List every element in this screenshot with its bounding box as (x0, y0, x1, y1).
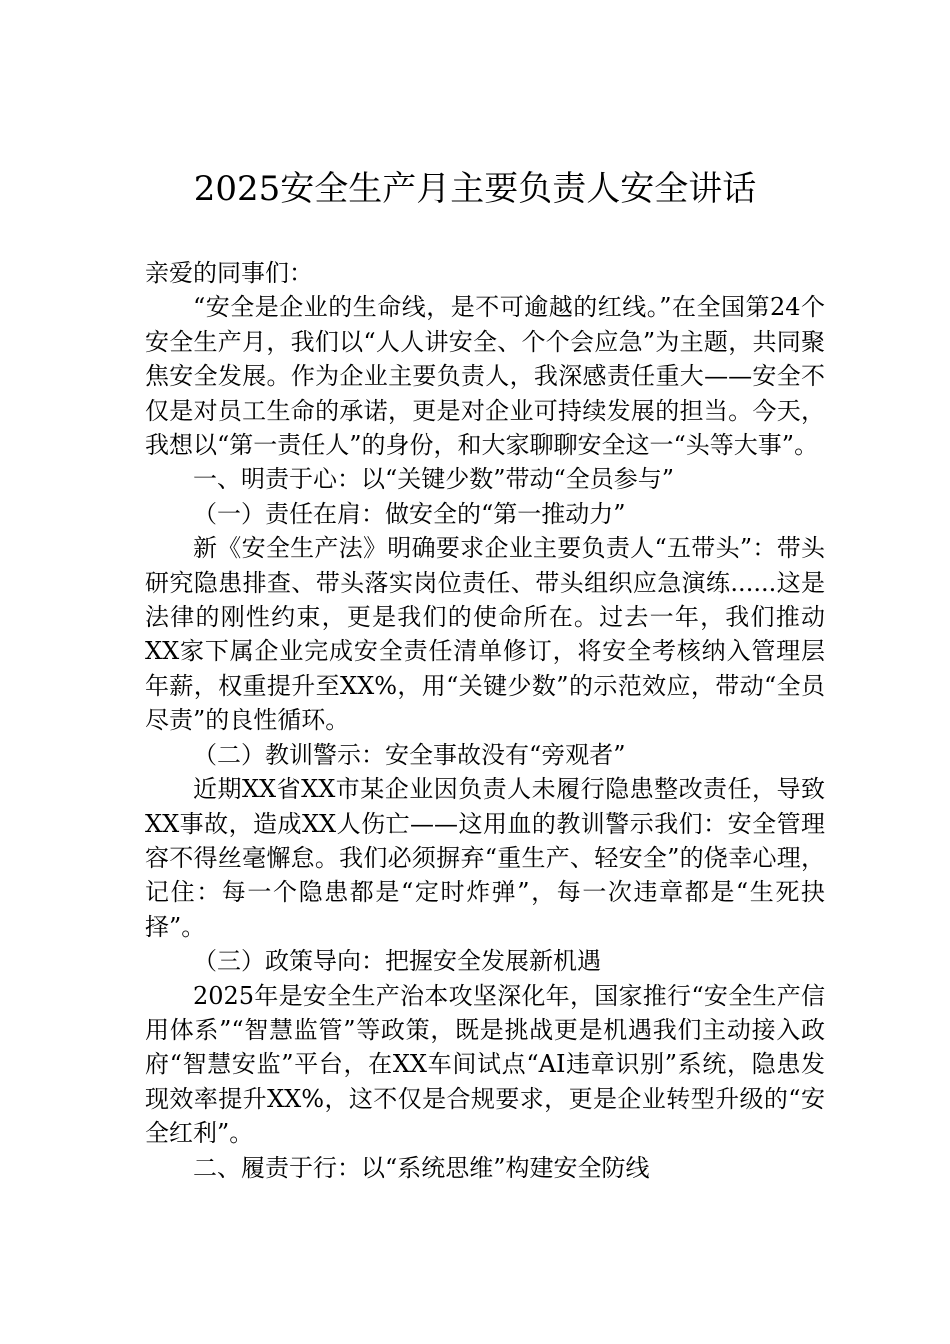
document-body (145, 256, 825, 1185)
intro-paragraph: “安全是企业的生命线，是不可逾越的红线。”在全国第24个安全生产月，我们以“人人讲安全、个个会应急”为主题，共同聚焦安全发展。作为企业主要负责人，我深感责任重大——安全不仅是对员工生命的承诺，更是对企业可持续发展的担当。今天，我想以“第一责任人”的身份，和大家聊聊安全这一“头等大事”。 (145, 293, 825, 460)
body-paragraph-2: 近期XX省XX市某企业因负责人未履行隐患整改责任，导致XX事故，造成XX人伤亡——这用血的教训警示我们：安全管理容不得丝毫懈怠。我们必须摒弃“重生产、轻安全”的侥幸心理，记住：每一个隐患都是“定时炸弹”，每一次违章都是“生死抉择”。 (145, 775, 825, 941)
subsection-heading-2: （二）教训警示：安全事故没有“旁观者” (193, 740, 626, 769)
subsection-heading-3: （三）政策导向：把握安全发展新机遇 (193, 947, 601, 976)
body-paragraph-1: 新《安全生产法》明确要求企业主要负责人“五带头”：带头研究隐患排查、带头落实岗位责任、带头组织应急演练......这是法律的刚性约束，更是我们的使命所在。过去一年，我们推动XX家下属企业完成安全责任清单修订，将安全考核纳入管理层年薪，权重提升至XX%，用“关键少数”的示范效应，带动“全员尽责”的良性循环。 (145, 534, 825, 735)
salutation: 亲爱的同事们： (145, 259, 313, 287)
section-heading-1: 一、明责于心：以“关键少数”带动“全员参与” (193, 465, 675, 494)
body-paragraph-3: 2025年是安全生产治本攻坚深化年，国家推行“安全生产信用体系”“智慧监管”等政策，既是挑战更是机遇我们主动接入政府“智慧安监”平台，在XX车间试点“AI违章识别”系统，隐患发现效率提升XX%，这不仅是合规要求，更是企业转型升级的“安全红利”。 (145, 981, 825, 1148)
section-heading-2: 二、履责于行：以“系统思维”构建安全防线 (193, 1153, 650, 1182)
subsection-heading-1: （一）责任在肩：做安全的“第一推动力” (193, 499, 626, 528)
document-title: 2025安全生产月主要负责人安全讲话 (193, 169, 757, 209)
